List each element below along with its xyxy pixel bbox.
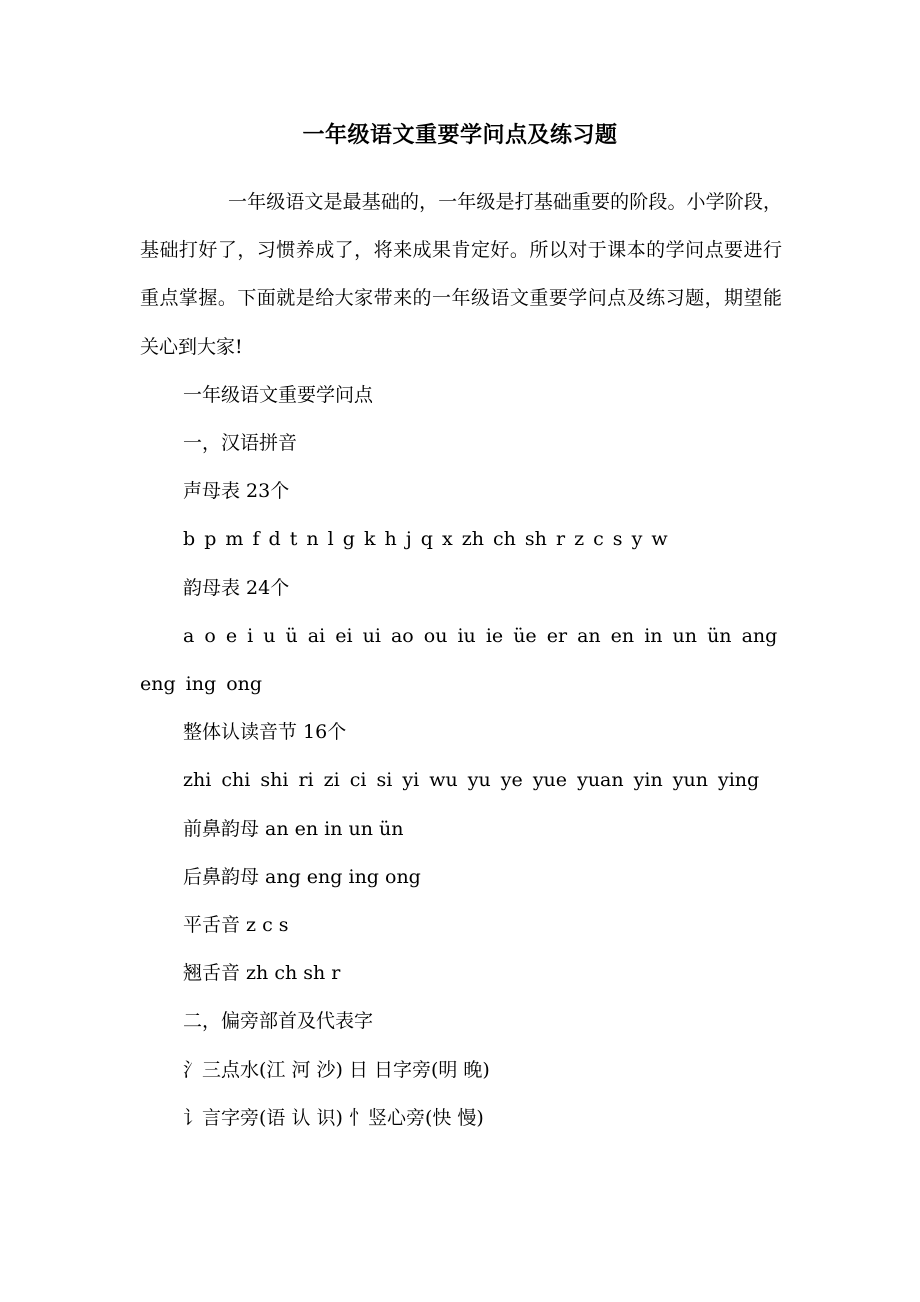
- radicals-line-2: 讠言字旁(语 认 识) 忄竖心旁(快 慢): [183, 1106, 484, 1129]
- retroflex-sounds: 翘舌音 zh ch sh r: [183, 962, 341, 985]
- syllables-list: zhi chi shi ri zi ci si yi wu yu ye yue yuan yin yun ying: [183, 769, 760, 792]
- front-nasal-finals: 前鼻韵母 an en in un ün: [183, 817, 404, 840]
- pinyin-heading: 一，汉语拼音: [183, 432, 298, 455]
- initials-list: b p m f d t n l g k h j q x zh ch sh r z c s y w: [183, 528, 668, 551]
- initials-label: 声母表 23个: [183, 480, 290, 503]
- section-heading: 一年级语文重要学问点: [183, 383, 374, 406]
- flat-tongue-sounds: 平舌音 z c s: [183, 914, 289, 937]
- intro-paragraph: 一年级语文是最基础的，一年级是打基础重要的阶段。小学阶段，基础打好了，习惯养成了，将来成果肯定好。所以对于课本的学问点要进行重点掌握。下面就是给大家带来的一年级语文重要学问点及练习题，期望能关心到大家!: [140, 191, 782, 358]
- document-body: [140, 178, 782, 1142]
- radicals-heading: 二，偏旁部首及代表字: [183, 1010, 374, 1033]
- finals-list: a o e i u ü ai ei ui ao ou iu ie üe er an en in un ün ang eng ing ong: [140, 624, 778, 696]
- radicals-line-1: 氵三点水(江 河 沙) 日 日字旁(明 晚): [183, 1058, 490, 1081]
- finals-label: 韵母表 24个: [183, 576, 290, 599]
- back-nasal-finals: 后鼻韵母 ang eng ing ong: [183, 865, 421, 888]
- document-title: 一年级语文重要学问点及练习题: [302, 123, 618, 148]
- syllables-label: 整体认读音节 16个: [183, 721, 347, 744]
